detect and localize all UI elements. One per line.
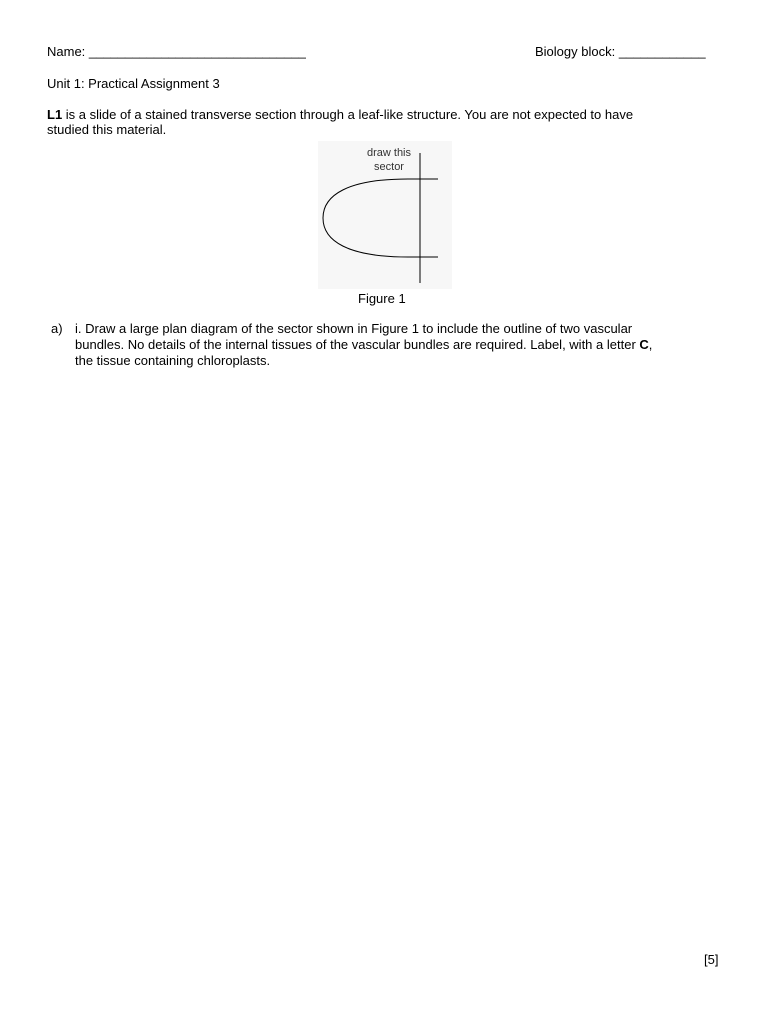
intro-text-1: is a slide of a stained transverse section through a leaf-like structure. You are not expected to have — [62, 107, 634, 122]
question-line-1: i. Draw a large plan diagram of the sector shown in Figure 1 to include the outline of two vascular — [75, 321, 633, 336]
name-field-label: Name: ______________________________ — [47, 44, 306, 59]
question-marker: a) — [51, 321, 63, 336]
marks-total: [5] — [704, 952, 719, 967]
leaf-outline-curve — [323, 179, 438, 257]
figure-annotation-line-2: sector — [374, 161, 404, 173]
unit-title: Unit 1: Practical Assignment 3 — [47, 76, 220, 91]
biology-block-field-label: Biology block: ____________ — [535, 44, 706, 59]
question-line-2-end: , — [648, 337, 653, 352]
figure-annotation-line-1: draw this — [366, 147, 412, 159]
leaf-section-sketch — [318, 141, 452, 289]
answer-drawing-area[interactable] — [47, 380, 721, 940]
question-line-3: the tissue containing chloroplasts. — [75, 353, 271, 368]
question-line-2 — [75, 337, 652, 352]
intro-line-1 — [47, 107, 633, 122]
slide-id: L1 — [47, 107, 63, 122]
question-line-2-text: bundles. No details of the internal tissues of the vascular bundles are required. Label, with a letter — [75, 337, 640, 352]
label-letter-c: C — [639, 337, 649, 352]
intro-line-2: studied this material. — [47, 122, 167, 137]
figure-caption: Figure 1 — [358, 291, 406, 306]
figure-1-diagram — [318, 141, 452, 289]
